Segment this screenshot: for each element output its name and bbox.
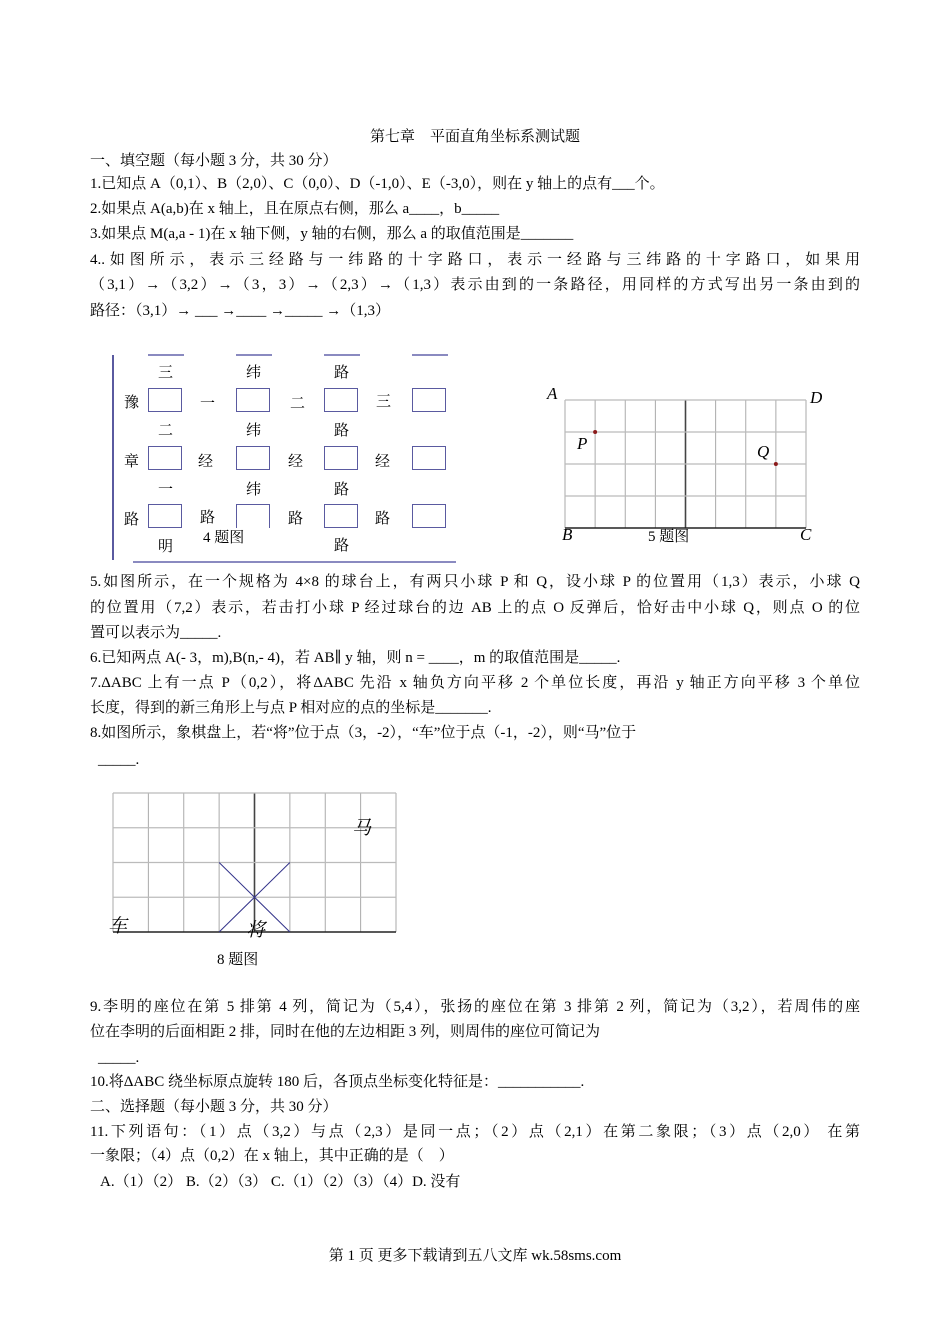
road-label: 章: [124, 454, 140, 470]
road-label: 路: [375, 511, 391, 527]
question-11-line: 11.下列语句：（1）点（3,2）与点（2,3）是同一点；（2）点（2,1）在第二象限；（3）点（2,0） 在第: [90, 1124, 860, 1140]
question-2: 2.如果点 A(a,b)在 x 轴上，且在原点右侧，那么 a____，b_____: [90, 201, 500, 217]
question-1: 1.已知点 A（0,1）、B（2,0）、C（0,0）、D（-1,0）、E（-3,0），则在 y 轴上的点有___个。: [90, 176, 665, 192]
section-heading: 二、选择题（每小题 3 分，共 30 分）: [90, 1099, 338, 1115]
question-5-line: 的位置用（7,2）表示，若击打小球 P 经过球台的边 AB 上的点 O 反弹后，恰好击中小球 Q，则点 O 的位: [90, 600, 860, 616]
road-label: 三: [376, 394, 392, 410]
ball-label-q: Q: [757, 442, 770, 461]
corner-label-d: D: [810, 388, 823, 407]
road-label: 经: [288, 454, 304, 470]
question-6: 6.已知两点 A(- 3，m),B(n,- 4)，若 AB∥ y 轴，则 n = ____，m 的取值范围是_____.: [90, 650, 621, 666]
road-label: 一: [158, 482, 174, 498]
question-11-options: A.（1）（2） B.（2）（3） C.（1）（2）（3）（4）D. 没有: [100, 1174, 461, 1190]
road-label: 纬: [246, 482, 262, 498]
road-label: 纬: [246, 423, 262, 439]
question-4-line: （3,1）→（3,2）→（3，3）→（2,3）→（1,3）表示由到的一条路径，用同样的方式写出另一条由到的: [90, 277, 860, 293]
question-5-line: 置可以表示为_____.: [90, 625, 222, 641]
question-9-line: 9.李明的座位在第 5 排第 4 列，简记为（5,4），张扬的座位在第 3 排第 2 列，简记为（3,2），若周伟的座: [90, 999, 860, 1015]
ball-label-p: P: [577, 434, 588, 453]
road-label: 二: [158, 423, 174, 439]
section-heading: 一、填空题（每小题 3 分，共 30 分）: [90, 153, 338, 169]
figure-caption: 5 题图: [648, 529, 690, 545]
answer-blank: _____.: [98, 752, 140, 768]
road-label: 路: [124, 512, 140, 528]
road-label: 豫: [124, 395, 140, 411]
road-label: 经: [375, 454, 391, 470]
answer-blank: _____.: [98, 1050, 140, 1066]
corner-label-b: B: [562, 525, 573, 544]
road-label: 二: [290, 396, 306, 412]
question-9-line: 位在李明的后面相距 2 排，同时在他的左边相距 3 列，则周伟的座位可简记为: [90, 1024, 601, 1040]
question-4-line: 4..如图所示，表示三经路与一纬路的十字路口，表示一经路与三纬路的十字路口，如果用: [90, 252, 860, 268]
ball-q: [774, 462, 778, 466]
page-footer: 第 1 页 更多下载请到五八文库 wk.58sms.com: [328, 1248, 622, 1264]
question-8: 8.如图所示，象棋盘上，若“将”位于点（3，-2），“车”位于点（-1，-2），则“马”位于: [90, 725, 637, 741]
road-label: 路: [334, 538, 350, 554]
road-label: 路: [200, 510, 216, 526]
road-label: 经: [198, 454, 214, 470]
figure-8-grid: [113, 793, 396, 932]
figure-caption: 8 题图: [217, 952, 259, 968]
road-label: 路: [334, 423, 350, 439]
road-label: 明: [158, 539, 174, 555]
question-10: 10.将ΔABC 绕坐标原点旋转 180 后，各顶点坐标变化特征是：___________.: [90, 1074, 585, 1090]
question-7-line: 长度，得到的新三角形上与点 P 相对应的点的坐标是_______.: [90, 700, 492, 716]
question-7-line: 7.ΔABC 上有一点 P（0,2），将ΔABC 先沿 x 轴负方向平移 2 个单位长度，再沿 y 轴正方向平移 3 个单位: [90, 675, 860, 691]
piece-ma: 马: [352, 818, 372, 839]
road-label: 三: [158, 365, 174, 381]
road-label: 路: [288, 511, 304, 527]
figure-caption: 4 题图: [203, 530, 245, 546]
road-label: 路: [334, 482, 350, 498]
ball-p: [593, 430, 597, 434]
road-label: 路: [334, 365, 350, 381]
question-4-line: 路径：（3,1）→ ___ →____ →_____ →（1,3）: [90, 303, 391, 319]
road-label: 纬: [246, 365, 262, 381]
question-5-line: 5.如图所示，在一个规格为 4×8 的球台上，有两只小球 P 和 Q，设小球 P 的位置用（1,3）表示，小球 Q: [90, 574, 860, 590]
corner-label-a: A: [547, 384, 558, 403]
corner-label-c: C: [800, 525, 812, 544]
page-title: 第七章 平面直角坐标系测试题: [369, 129, 580, 145]
question-11-line: 一象限；（4）点（0,2）在 x 轴上，其中正确的是（ ）: [90, 1148, 454, 1164]
figure-5-grid: [565, 400, 806, 528]
question-3: 3.如果点 M(a,a - 1)在 x 轴下侧，y 轴的右侧，那么 a 的取值范围是_______: [90, 226, 574, 242]
piece-jiang: 将: [246, 920, 266, 941]
road-label: 一: [200, 396, 216, 412]
piece-che: 车: [108, 916, 128, 937]
